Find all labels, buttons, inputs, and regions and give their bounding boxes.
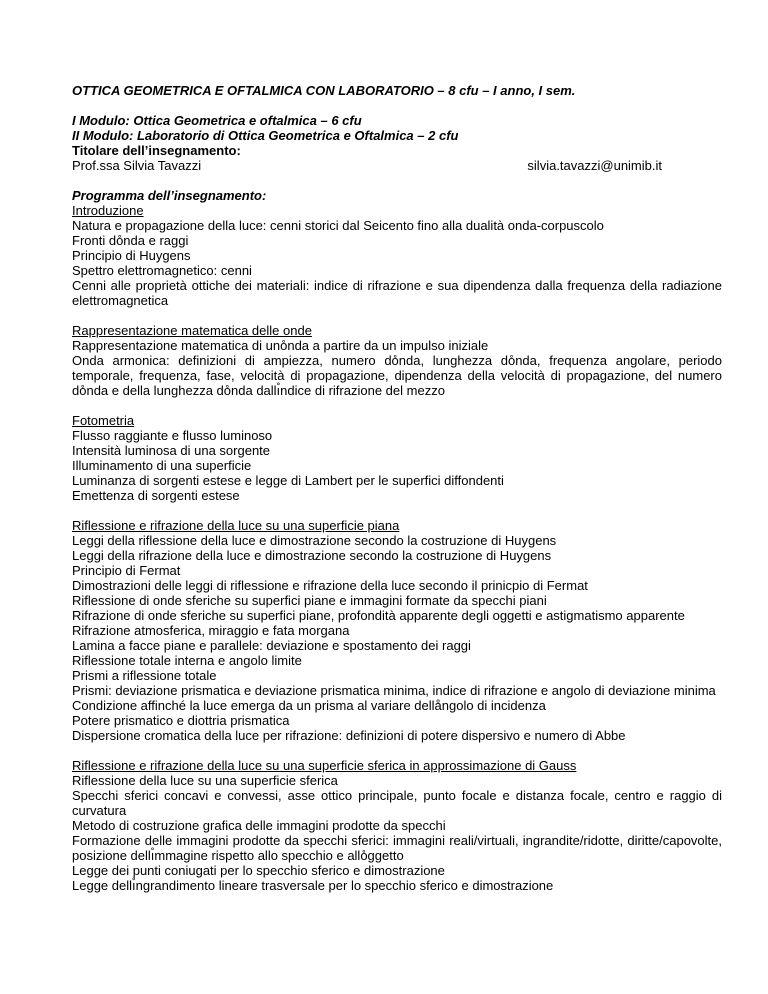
program-line: Spettro elettromagnetico: cenni: [72, 263, 252, 278]
program-line: Specchi sferici concavi e convessi, asse ottico principale, punto focale e distanza focale, centro e raggio di curvatura: [72, 788, 722, 818]
section: [72, 203, 722, 308]
program-line: Emettenza di sorgenti estese: [72, 488, 240, 503]
program-line: Natura e propagazione della luce: cenni storici dal Seicento fino alla dualità onda-corpuscolo: [72, 218, 604, 233]
section: [72, 518, 722, 743]
program-heading: Programma dell’insegnamento:: [72, 188, 267, 203]
program-line: Fronti do̊nda e raggi: [72, 233, 189, 248]
section-title: [72, 518, 722, 533]
module-line-2: II Modulo: Laboratorio di Ottica Geometrica e Oftalmica – 2 cfu: [72, 128, 459, 143]
professor-name: Prof.ssa Silvia Tavazzi: [72, 158, 202, 173]
section: [72, 323, 722, 398]
program-line: Principio di Huygens: [72, 248, 191, 263]
program-line: Prismi: deviazione prismatica e deviazione prismatica minima, indice di rifrazione e angolo di deviazione minima: [72, 683, 716, 698]
professor-email: silvia.tavazzi@unimib.it: [527, 158, 662, 173]
module-line-1: I Modulo: Ottica Geometrica e oftalmica – 6 cfu: [72, 113, 362, 128]
professor-row: [72, 158, 722, 173]
section-title: [72, 758, 722, 773]
program-line: Principio di Fermat: [72, 563, 181, 578]
program-line: Lamina a facce piane e parallele: deviazione e spostamento dei raggi: [72, 638, 471, 653]
program-line: Dimostrazioni delle leggi di riflessione e rifrazione della luce secondo il prinicpio di Fermat: [72, 578, 588, 593]
program-line: Metodo di costruzione grafica delle immagini prodotte da specchi: [72, 818, 446, 833]
section-title-text: Introduzione: [72, 203, 144, 218]
program-line: Flusso raggiante e flusso luminoso: [72, 428, 273, 443]
program-line: Rifrazione di onde sferiche su superfici piane, profondità apparente degli oggetti e astigmatismo apparente: [72, 608, 685, 623]
section-title-text: Riflessione e rifrazione della luce su una superficie piana: [72, 518, 400, 533]
program-line: Legge dellı̊ngrandimento lineare trasversale per lo specchio sferico e dimostrazione: [72, 878, 554, 893]
titolare-label: Titolare dell’insegnamento:: [72, 143, 241, 158]
program-line: Riflessione di onde sferiche su superfici piane e immagini formate da specchi piani: [72, 593, 547, 608]
program-line: Illuminamento di una superficie: [72, 458, 252, 473]
program-line: Leggi della riflessione della luce e dimostrazione secondo la costruzione di Huygens: [72, 533, 557, 548]
program-line: Formazione delle immagini prodotte da specchi sferici: immagini reali/virtuali, ingrandite/ridotte, diritte/capovolte, posizione dellı̊mmagine rispetto allo specchio e allo̊ggetto: [72, 833, 722, 863]
program-line: Legge dei punti coniugati per lo specchio sferico e dimostrazione: [72, 863, 445, 878]
program-line: Condizione affinché la luce emerga da un prisma al variare dellångolo di incidenza: [72, 698, 546, 713]
section: [72, 758, 722, 893]
program-line: Luminanza di sorgenti estese e legge di Lambert per le superfici diffondenti: [72, 473, 504, 488]
program-line: Dispersione cromatica della luce per rifrazione: definizioni di potere dispersivo e numero di Abbe: [72, 728, 626, 743]
program-line: Cenni alle proprietà ottiche dei materiali: indice di rifrazione e sua dipendenza dalla frequenza della radiazione elettromagnetica: [72, 278, 722, 308]
section-title: [72, 203, 722, 218]
section-title: [72, 413, 722, 428]
section-title-text: Fotometria: [72, 413, 135, 428]
program-line: Onda armonica: definizioni di ampiezza, numero do̊nda, lunghezza do̊nda, frequenza angolare, periodo temporale, frequenza, fase, velocità di propagazione, dipendenza della velocità di propagazione, del numero do̊nda e della lunghezza do̊nda dallı̊ndice di rifrazione del mezzo: [72, 353, 722, 398]
section: [72, 413, 722, 503]
program-line: Riflessione della luce su una superficie sferica: [72, 773, 338, 788]
page-title: OTTICA GEOMETRICA E OFTALMICA CON LABORATORIO – 8 cfu – I anno, I sem.: [72, 83, 576, 98]
section-title-text: Riflessione e rifrazione della luce su una superficie sferica in approssimazione di Gauss: [72, 758, 577, 773]
program-line: Rappresentazione matematica di uno̊nda a partire da un impulso iniziale: [72, 338, 489, 353]
program-line: Prismi a riflessione totale: [72, 668, 217, 683]
program-line: Leggi della rifrazione della luce e dimostrazione secondo la costruzione di Huygens: [72, 548, 552, 563]
program-line: Rifrazione atmosferica, miraggio e fata morgana: [72, 623, 350, 638]
program-line: Riflessione totale interna e angolo limite: [72, 653, 302, 668]
section-title-text: Rappresentazione matematica delle onde: [72, 323, 312, 338]
program-line: Potere prismatico e diottria prismatica: [72, 713, 290, 728]
section-title: [72, 323, 722, 338]
program-line: Intensità luminosa di una sorgente: [72, 443, 271, 458]
program-sections: [72, 203, 722, 893]
